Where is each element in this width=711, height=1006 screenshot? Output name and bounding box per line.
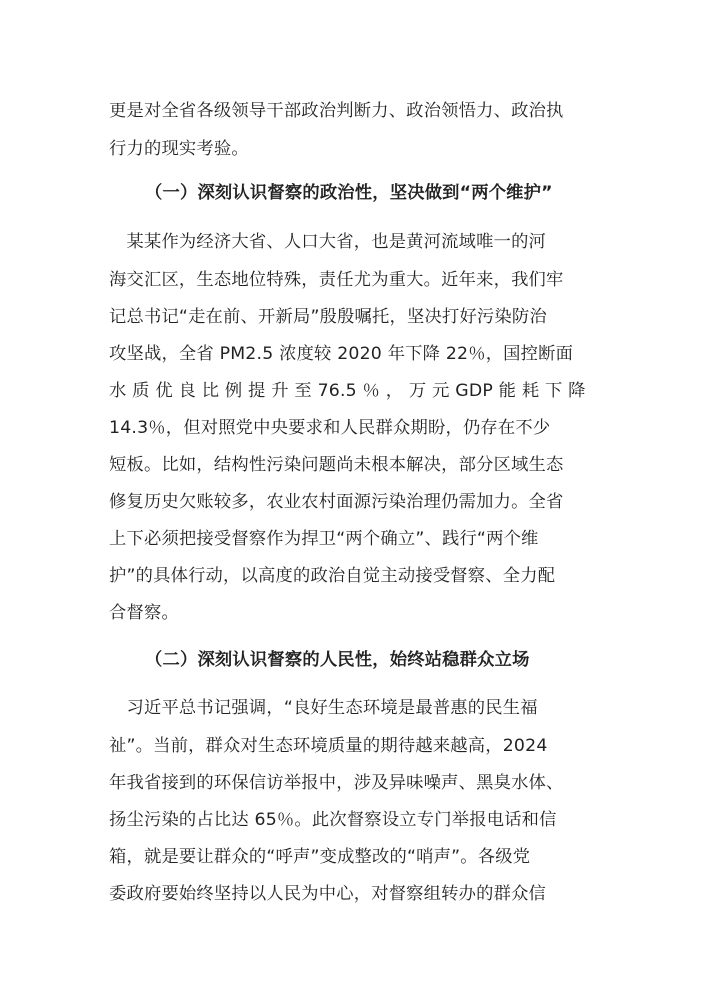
paragraph-2-line-2: 海交汇区，生态地位特殊，责任尤为重大。近年来，我们牢 bbox=[109, 270, 564, 290]
paragraph-2-line-7: 短板。比如，结构性污染问题尚未根本解决，部分区域生态 bbox=[109, 455, 564, 475]
paragraph-3-line-4: 扬尘污染的占比达 65％。此次督察设立专门举报电话和信 bbox=[109, 810, 557, 830]
paragraph-2-line-10: 护”的具体行动，以高度的政治自觉主动接受督察、全力配 bbox=[109, 566, 556, 586]
paragraph-3-line-5: 箱，就是要让群众的“呼声”变成整改的“哨声”。各级党 bbox=[109, 847, 531, 867]
paragraph-2-line-9: 上下必须把接受督察作为捍卫“两个确立”、践行“两个维 bbox=[109, 529, 539, 549]
paragraph-3-line-6: 委政府要始终坚持以人民为中心，对督察组转办的群众信 bbox=[109, 884, 547, 904]
paragraph-2-line-6: 14.3％，但对照党中央要求和人民群众期盼，仍存在不少 bbox=[109, 418, 551, 438]
section-heading-1: （一）深刻认识督察的政治性，坚决做到“两个维护” bbox=[145, 183, 553, 203]
paragraph-3-line-2: 祉”。当前，群众对生态环境质量的期待越来越高，2024 bbox=[109, 736, 548, 756]
paragraph-2-line-5: 水 质 优 良 比 例 提 升 至 76.5 ％ ， 万 元 GDP 能 耗 下 降 bbox=[109, 381, 586, 401]
paragraph-1-line-2: 行力的现实考验。 bbox=[109, 139, 249, 159]
paragraph-3-line-3: 年我省接到的环保信访举报中，涉及异味噪声、黑臭水体、 bbox=[109, 773, 564, 793]
paragraph-2-line-1: 某某作为经济大省、人口大省，也是黄河流域唯一的河 bbox=[109, 232, 547, 252]
paragraph-2-line-3: 记总书记“走在前、开新局”殷殷嘱托，坚决打好污染防治 bbox=[109, 307, 547, 327]
paragraph-2-line-4: 攻坚战，全省 PM2.5 浓度较 2020 年下降 22％，国控断面 bbox=[109, 344, 574, 364]
paragraph-2-line-11: 合督察。 bbox=[109, 603, 179, 623]
paragraph-2-line-8: 修复历史欠账较多，农业农村面源污染治理仍需加力。全省 bbox=[109, 492, 564, 512]
paragraph-1-line-1: 更是对全省各级领导干部政治判断力、政治领悟力、政治执 bbox=[109, 101, 564, 121]
section-heading-2: （二）深刻认识督察的人民性，始终站稳群众立场 bbox=[145, 650, 530, 670]
paragraph-3-line-1: 习近平总书记强调，“良好生态环境是最普惠的民生福 bbox=[109, 698, 538, 718]
